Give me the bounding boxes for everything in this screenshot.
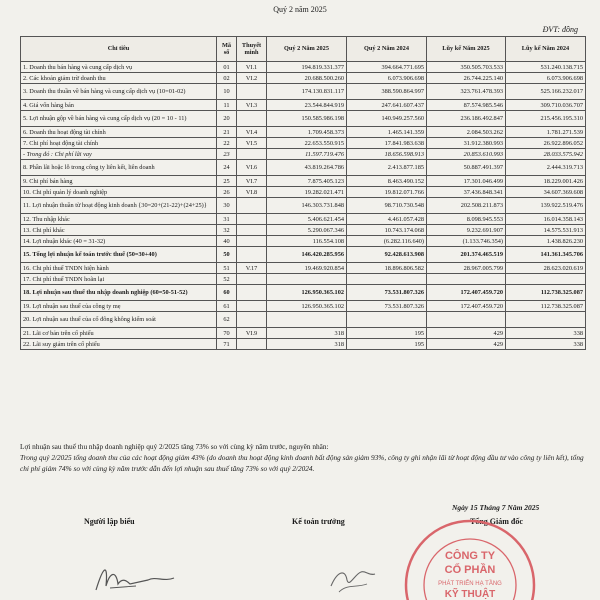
row-q2-2024: 4.461.057.428 bbox=[347, 214, 427, 225]
row-q2-2025: 11.597.719.476 bbox=[267, 149, 347, 160]
row-q2-2024: 18.656.598.913 bbox=[347, 149, 427, 160]
table-row bbox=[21, 263, 586, 274]
table-row bbox=[21, 328, 586, 339]
row-ytd-2024: 34.607.369.608 bbox=[506, 187, 586, 198]
general-director-title: Tổng Giám đốc bbox=[470, 517, 523, 526]
table-row bbox=[21, 73, 586, 84]
row-q2-2025: 318 bbox=[267, 339, 347, 350]
row-ytd-2024: 28.623.020.619 bbox=[506, 263, 586, 274]
row-note: VI.3 bbox=[237, 100, 267, 111]
row-ytd-2024: 215.456.195.310 bbox=[506, 111, 586, 127]
row-ytd-2024 bbox=[506, 312, 586, 328]
table-row bbox=[21, 225, 586, 236]
row-code: 62 bbox=[217, 312, 237, 328]
chief-accountant-title: Kế toán trưởng bbox=[292, 517, 345, 526]
row-item: 15. Tổng lợi nhuận kế toán trước thuế (50=30+40) bbox=[21, 247, 217, 263]
row-q2-2024: 247.641.607.437 bbox=[347, 100, 427, 111]
row-ytd-2025: 202.508.211.873 bbox=[427, 198, 506, 214]
row-item: 4. Giá vốn hàng bán bbox=[21, 100, 217, 111]
row-ytd-2025: 172.407.459.720 bbox=[427, 285, 506, 301]
row-ytd-2024: 6.073.906.698 bbox=[506, 73, 586, 84]
row-q2-2024: 195 bbox=[347, 339, 427, 350]
commentary-line-2: Trong quý 2/2025 tổng doanh thu của các hoạt động giảm 43% (do doanh thu hoạt động kinh doanh bất động sản giảm 93%, công ty ghi nhận lãi từ hoạt động đầu tư vào công ty liên kết), tổng chi phí giảm 74% so với cùng kỳ năm trước dẫn đến lợi nhuận sau thuế tăng 73% so với quý 2/2024. bbox=[20, 453, 584, 473]
row-ytd-2025: 201.374.465.519 bbox=[427, 247, 506, 263]
row-ytd-2024: 1.438.826.230 bbox=[506, 236, 586, 247]
table-row bbox=[21, 100, 586, 111]
row-item: 16. Chi phí thuế TNDN hiện hành bbox=[21, 263, 217, 274]
row-code: 24 bbox=[217, 160, 237, 176]
row-ytd-2025: 236.186.492.847 bbox=[427, 111, 506, 127]
row-q2-2025: 194.819.331.377 bbox=[267, 62, 347, 73]
table-row bbox=[21, 84, 586, 100]
period-heading: Quý 2 năm 2025 bbox=[273, 5, 327, 14]
row-item: 18. Lợi nhuận sau thuế thu nhập doanh nghiệp (60=50-51-52) bbox=[21, 285, 217, 301]
row-ytd-2025: 50.887.491.397 bbox=[427, 160, 506, 176]
row-q2-2024: 195 bbox=[347, 328, 427, 339]
row-ytd-2024: 141.361.345.706 bbox=[506, 247, 586, 263]
row-q2-2024: 18.896.806.582 bbox=[347, 263, 427, 274]
table-header-row bbox=[21, 37, 586, 62]
row-item: 9. Chi phí bán hàng bbox=[21, 176, 217, 187]
row-ytd-2025: 323.761.478.393 bbox=[427, 84, 506, 100]
row-ytd-2025: 350.505.703.533 bbox=[427, 62, 506, 73]
income-statement-table bbox=[20, 36, 586, 350]
row-note: VI.7 bbox=[237, 176, 267, 187]
row-ytd-2025: (1.133.746.354) bbox=[427, 236, 506, 247]
row-q2-2025: 146.420.285.956 bbox=[267, 247, 347, 263]
table-row bbox=[21, 274, 586, 285]
row-q2-2024: 1.465.141.359 bbox=[347, 127, 427, 138]
row-note: VI.1 bbox=[237, 62, 267, 73]
table-row bbox=[21, 111, 586, 127]
row-item: 21. Lãi cơ bản trên cổ phiếu bbox=[21, 328, 217, 339]
table-row bbox=[21, 149, 586, 160]
row-q2-2025: 23.544.844.919 bbox=[267, 100, 347, 111]
header-ytd-2025: Lũy kế Năm 2025 bbox=[427, 37, 506, 62]
row-q2-2025: 174.130.831.117 bbox=[267, 84, 347, 100]
row-ytd-2025: 17.301.046.499 bbox=[427, 176, 506, 187]
header-note: Thuyết minh bbox=[237, 37, 267, 62]
row-q2-2024: 140.949.257.560 bbox=[347, 111, 427, 127]
row-q2-2025: 126.950.365.102 bbox=[267, 285, 347, 301]
row-code: 61 bbox=[217, 301, 237, 312]
row-q2-2024: 92.428.613.908 bbox=[347, 247, 427, 263]
header-q2-2025: Quý 2 Năm 2025 bbox=[267, 37, 347, 62]
table-row bbox=[21, 285, 586, 301]
row-q2-2024: 73.531.807.326 bbox=[347, 301, 427, 312]
row-item: 11. Lợi nhuận thuần từ hoạt động kinh doanh {30=20+(21-22)+(24+25)} bbox=[21, 198, 217, 214]
row-ytd-2024: 14.575.531.913 bbox=[506, 225, 586, 236]
row-ytd-2024: 112.738.325.087 bbox=[506, 301, 586, 312]
row-item: 8. Phần lãi hoặc lỗ trong công ty liên kết, liên doanh bbox=[21, 160, 217, 176]
row-q2-2025: 1.709.458.373 bbox=[267, 127, 347, 138]
row-q2-2024: (6.282.116.640) bbox=[347, 236, 427, 247]
row-q2-2024: 394.664.771.695 bbox=[347, 62, 427, 73]
row-ytd-2024: 28.033.575.942 bbox=[506, 149, 586, 160]
row-q2-2024: 98.710.730.548 bbox=[347, 198, 427, 214]
row-q2-2025: 43.819.264.786 bbox=[267, 160, 347, 176]
table-row bbox=[21, 138, 586, 149]
row-code: 20 bbox=[217, 111, 237, 127]
row-code: 60 bbox=[217, 285, 237, 301]
row-q2-2024: 19.812.071.766 bbox=[347, 187, 427, 198]
company-seal bbox=[400, 515, 540, 600]
row-ytd-2025: 26.744.225.140 bbox=[427, 73, 506, 84]
row-code: 26 bbox=[217, 187, 237, 198]
row-q2-2024: 2.413.877.185 bbox=[347, 160, 427, 176]
row-item: 2. Các khoản giảm trừ doanh thu bbox=[21, 73, 217, 84]
row-q2-2024: 17.841.983.638 bbox=[347, 138, 427, 149]
row-q2-2025: 5.290.067.346 bbox=[267, 225, 347, 236]
row-item: 1. Doanh thu bán hàng và cung cấp dịch vụ bbox=[21, 62, 217, 73]
row-ytd-2025 bbox=[427, 312, 506, 328]
row-ytd-2025: 9.232.691.907 bbox=[427, 225, 506, 236]
table-row bbox=[21, 339, 586, 350]
row-note: VI.2 bbox=[237, 73, 267, 84]
row-item: 13. Chi phí khác bbox=[21, 225, 217, 236]
row-q2-2025: 22.653.550.915 bbox=[267, 138, 347, 149]
table-row bbox=[21, 198, 586, 214]
preparer-signature bbox=[90, 560, 180, 598]
row-ytd-2024: 2.444.319.713 bbox=[506, 160, 586, 176]
preparer-title: Người lập biểu bbox=[84, 517, 135, 526]
table-row bbox=[21, 62, 586, 73]
table-row bbox=[21, 236, 586, 247]
row-ytd-2025: 2.084.503.262 bbox=[427, 127, 506, 138]
row-q2-2024 bbox=[347, 274, 427, 285]
header-code: Mã số bbox=[217, 37, 237, 62]
row-code: 02 bbox=[217, 73, 237, 84]
row-code: 51 bbox=[217, 263, 237, 274]
row-code: 70 bbox=[217, 328, 237, 339]
table-row bbox=[21, 187, 586, 198]
seal-line-1: CÔNG TY bbox=[444, 550, 496, 562]
row-item: 6. Doanh thu hoạt động tài chính bbox=[21, 127, 217, 138]
row-note bbox=[237, 312, 267, 328]
row-note: VI.5 bbox=[237, 138, 267, 149]
seal-line-3: PHÁT TRIỂN HẠ TẦNG bbox=[438, 581, 502, 587]
row-ytd-2024: 338 bbox=[506, 339, 586, 350]
row-code: 71 bbox=[217, 339, 237, 350]
row-ytd-2024: 139.922.519.476 bbox=[506, 198, 586, 214]
row-q2-2024 bbox=[347, 312, 427, 328]
row-q2-2024: 10.743.174.068 bbox=[347, 225, 427, 236]
row-q2-2024: 8.463.490.152 bbox=[347, 176, 427, 187]
row-note: VI.4 bbox=[237, 127, 267, 138]
row-q2-2024: 388.590.864.997 bbox=[347, 84, 427, 100]
row-ytd-2024: 531.240.138.715 bbox=[506, 62, 586, 73]
row-note bbox=[237, 214, 267, 225]
table-row bbox=[21, 176, 586, 187]
header-item: Chỉ tiêu bbox=[21, 37, 217, 62]
row-q2-2025: 19.282.021.471 bbox=[267, 187, 347, 198]
row-q2-2025: 146.303.731.848 bbox=[267, 198, 347, 214]
row-item: 20. Lợi nhuận sau thuế của cổ đông không kiểm soát bbox=[21, 312, 217, 328]
row-q2-2025: 19.469.920.854 bbox=[267, 263, 347, 274]
row-ytd-2024: 26.922.896.052 bbox=[506, 138, 586, 149]
row-code: 30 bbox=[217, 198, 237, 214]
row-ytd-2025: 31.912.380.993 bbox=[427, 138, 506, 149]
row-code: 21 bbox=[217, 127, 237, 138]
row-note bbox=[237, 339, 267, 350]
row-ytd-2025: 87.574.985.546 bbox=[427, 100, 506, 111]
row-note: VI.6 bbox=[237, 160, 267, 176]
row-ytd-2024: 18.229.001.426 bbox=[506, 176, 586, 187]
row-code: 40 bbox=[217, 236, 237, 247]
commentary bbox=[20, 441, 585, 474]
sign-date: Ngày 15 Tháng 7 Năm 2025 bbox=[452, 503, 540, 512]
row-note: VI.9 bbox=[237, 328, 267, 339]
row-q2-2025: 318 bbox=[267, 328, 347, 339]
row-item: 22. Lãi suy giảm trên cổ phiếu bbox=[21, 339, 217, 350]
row-note bbox=[237, 149, 267, 160]
row-ytd-2025: 172.407.459.720 bbox=[427, 301, 506, 312]
row-q2-2025 bbox=[267, 312, 347, 328]
currency-unit: ĐVT: đồng bbox=[542, 25, 578, 34]
row-code: 01 bbox=[217, 62, 237, 73]
row-ytd-2025: 20.853.610.993 bbox=[427, 149, 506, 160]
row-q2-2025: 5.406.621.454 bbox=[267, 214, 347, 225]
row-item: 3. Doanh thu thuần về bán hàng và cung cấp dịch vụ (10=01-02) bbox=[21, 84, 217, 100]
table-row bbox=[21, 127, 586, 138]
row-note bbox=[237, 84, 267, 100]
row-ytd-2025: 429 bbox=[427, 339, 506, 350]
table-row bbox=[21, 160, 586, 176]
row-note bbox=[237, 301, 267, 312]
row-item: 17. Chi phí thuế TNDN hoãn lại bbox=[21, 274, 217, 285]
row-ytd-2024: 309.710.036.707 bbox=[506, 100, 586, 111]
row-note: V.17 bbox=[237, 263, 267, 274]
table-row bbox=[21, 301, 586, 312]
row-q2-2025: 116.554.108 bbox=[267, 236, 347, 247]
row-code: 23 bbox=[217, 149, 237, 160]
table-row bbox=[21, 214, 586, 225]
row-note bbox=[237, 274, 267, 285]
row-ytd-2025 bbox=[427, 274, 506, 285]
row-note bbox=[237, 111, 267, 127]
row-q2-2025: 20.688.500.260 bbox=[267, 73, 347, 84]
row-note bbox=[237, 285, 267, 301]
row-q2-2025: 126.950.365.102 bbox=[267, 301, 347, 312]
row-item: 5. Lợi nhuận gộp về bán hàng và cung cấp dịch vụ (20 = 10 - 11) bbox=[21, 111, 217, 127]
row-ytd-2024: 16.014.358.143 bbox=[506, 214, 586, 225]
row-ytd-2024: 525.166.232.017 bbox=[506, 84, 586, 100]
table-row bbox=[21, 312, 586, 328]
header-q2-2024: Quý 2 Năm 2024 bbox=[347, 37, 427, 62]
row-item: 7. Chi phí hoạt động tài chính bbox=[21, 138, 217, 149]
row-item: 12. Thu nhập khác bbox=[21, 214, 217, 225]
seal-line-2: CỔ PHẦN bbox=[444, 564, 496, 576]
row-code: 50 bbox=[217, 247, 237, 263]
row-ytd-2025: 429 bbox=[427, 328, 506, 339]
seal-line-4: KỸ THUẬT bbox=[444, 589, 496, 600]
row-code: 31 bbox=[217, 214, 237, 225]
row-q2-2025: 7.875.405.123 bbox=[267, 176, 347, 187]
row-note bbox=[237, 225, 267, 236]
row-code: 10 bbox=[217, 84, 237, 100]
accountant-signature bbox=[325, 562, 385, 598]
row-ytd-2024: 1.781.271.539 bbox=[506, 127, 586, 138]
row-ytd-2025: 8.098.945.553 bbox=[427, 214, 506, 225]
row-item: - Trong đó : Chi phí lãi vay bbox=[21, 149, 217, 160]
row-code: 25 bbox=[217, 176, 237, 187]
row-item: 19. Lợi nhuận sau thuế của công ty mẹ bbox=[21, 301, 217, 312]
row-ytd-2024 bbox=[506, 274, 586, 285]
row-code: 22 bbox=[217, 138, 237, 149]
row-item: 10. Chi phí quản lý doanh nghiệp bbox=[21, 187, 217, 198]
row-q2-2025: 150.585.986.198 bbox=[267, 111, 347, 127]
row-note bbox=[237, 247, 267, 263]
row-q2-2024: 6.073.906.698 bbox=[347, 73, 427, 84]
row-ytd-2025: 37.436.848.341 bbox=[427, 187, 506, 198]
row-item: 14. Lợi nhuận khác (40 = 31-32) bbox=[21, 236, 217, 247]
row-ytd-2025: 28.967.005.799 bbox=[427, 263, 506, 274]
row-q2-2024: 73.531.807.326 bbox=[347, 285, 427, 301]
row-code: 32 bbox=[217, 225, 237, 236]
row-code: 11 bbox=[217, 100, 237, 111]
row-q2-2025 bbox=[267, 274, 347, 285]
commentary-line-1: Lợi nhuận sau thuế thu nhập doanh nghiệp quý 2/2025 tăng 73% so với cùng kỳ năm trước, nguyên nhân: bbox=[20, 442, 329, 451]
row-ytd-2024: 338 bbox=[506, 328, 586, 339]
row-code: 52 bbox=[217, 274, 237, 285]
header-ytd-2024: Lũy kế Năm 2024 bbox=[506, 37, 586, 62]
row-note bbox=[237, 236, 267, 247]
row-note bbox=[237, 198, 267, 214]
row-note: VI.8 bbox=[237, 187, 267, 198]
row-ytd-2024: 112.738.325.087 bbox=[506, 285, 586, 301]
table-row bbox=[21, 247, 586, 263]
